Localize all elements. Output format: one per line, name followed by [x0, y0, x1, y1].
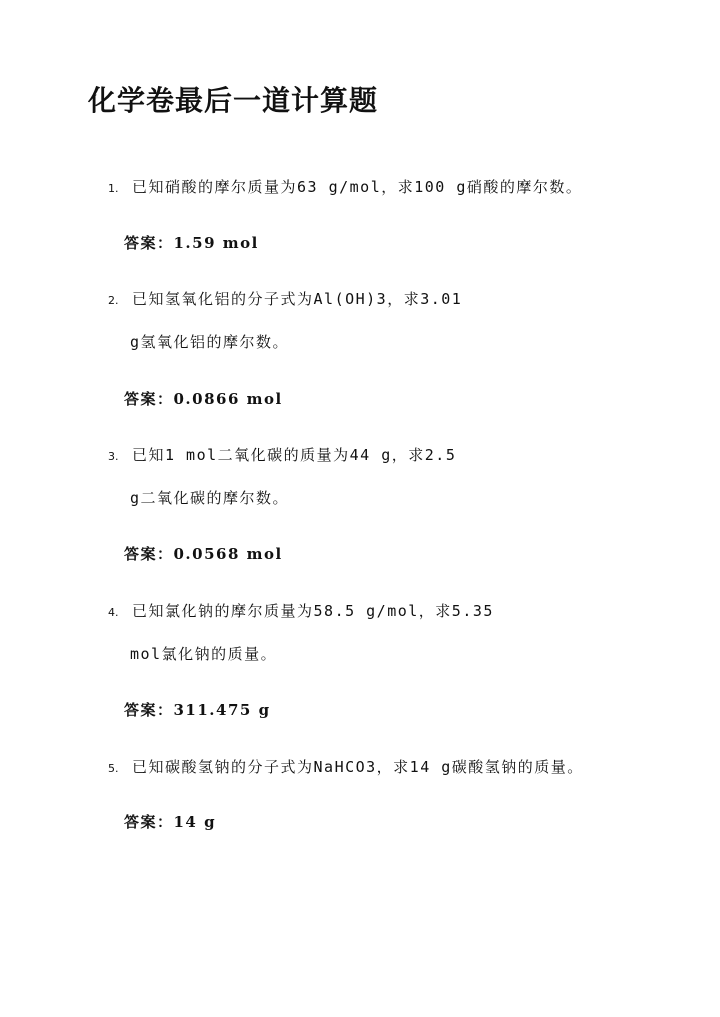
question-text: 已知碳酸氢钠的分子式为NaHCO3，求14 g碳酸氢钠的质量。 — [132, 758, 584, 776]
question-number: 2. — [108, 294, 119, 307]
question-3 — [108, 444, 708, 508]
question-number: 1. — [108, 182, 119, 195]
page-title: 化学卷最后一道计算题 — [88, 84, 379, 117]
question-2 — [108, 288, 708, 352]
question-text: 已知1 mol二氧化碳的质量为44 g，求2.5 — [132, 446, 457, 464]
question-5 — [108, 756, 708, 777]
question-text: 已知氢氧化铝的分子式为Al(OH)3，求3.01 — [132, 290, 463, 308]
question-text: 已知硝酸的摩尔质量为63 g/mol，求100 g硝酸的摩尔数。 — [132, 178, 583, 196]
question-text-continued: mol氯化钠的质量。 — [130, 645, 278, 663]
answer-4: 答案：311.475 g — [124, 701, 271, 719]
answer-2: 答案：0.0866 mol — [124, 390, 283, 408]
question-text-continued: g二氧化碳的摩尔数。 — [130, 489, 290, 507]
question-1 — [108, 176, 708, 197]
question-number: 4. — [108, 606, 119, 619]
question-text-continued: g氢氧化铝的摩尔数。 — [130, 333, 290, 351]
question-text: 已知氯化钠的摩尔质量为58.5 g/mol，求5.35 — [132, 602, 494, 620]
question-4 — [108, 600, 708, 664]
question-number: 3. — [108, 450, 119, 463]
answer-5: 答案：14 g — [124, 813, 217, 831]
answer-3: 答案：0.0568 mol — [124, 545, 283, 563]
question-number: 5. — [108, 762, 119, 775]
answer-1: 答案：1.59 mol — [124, 234, 259, 252]
